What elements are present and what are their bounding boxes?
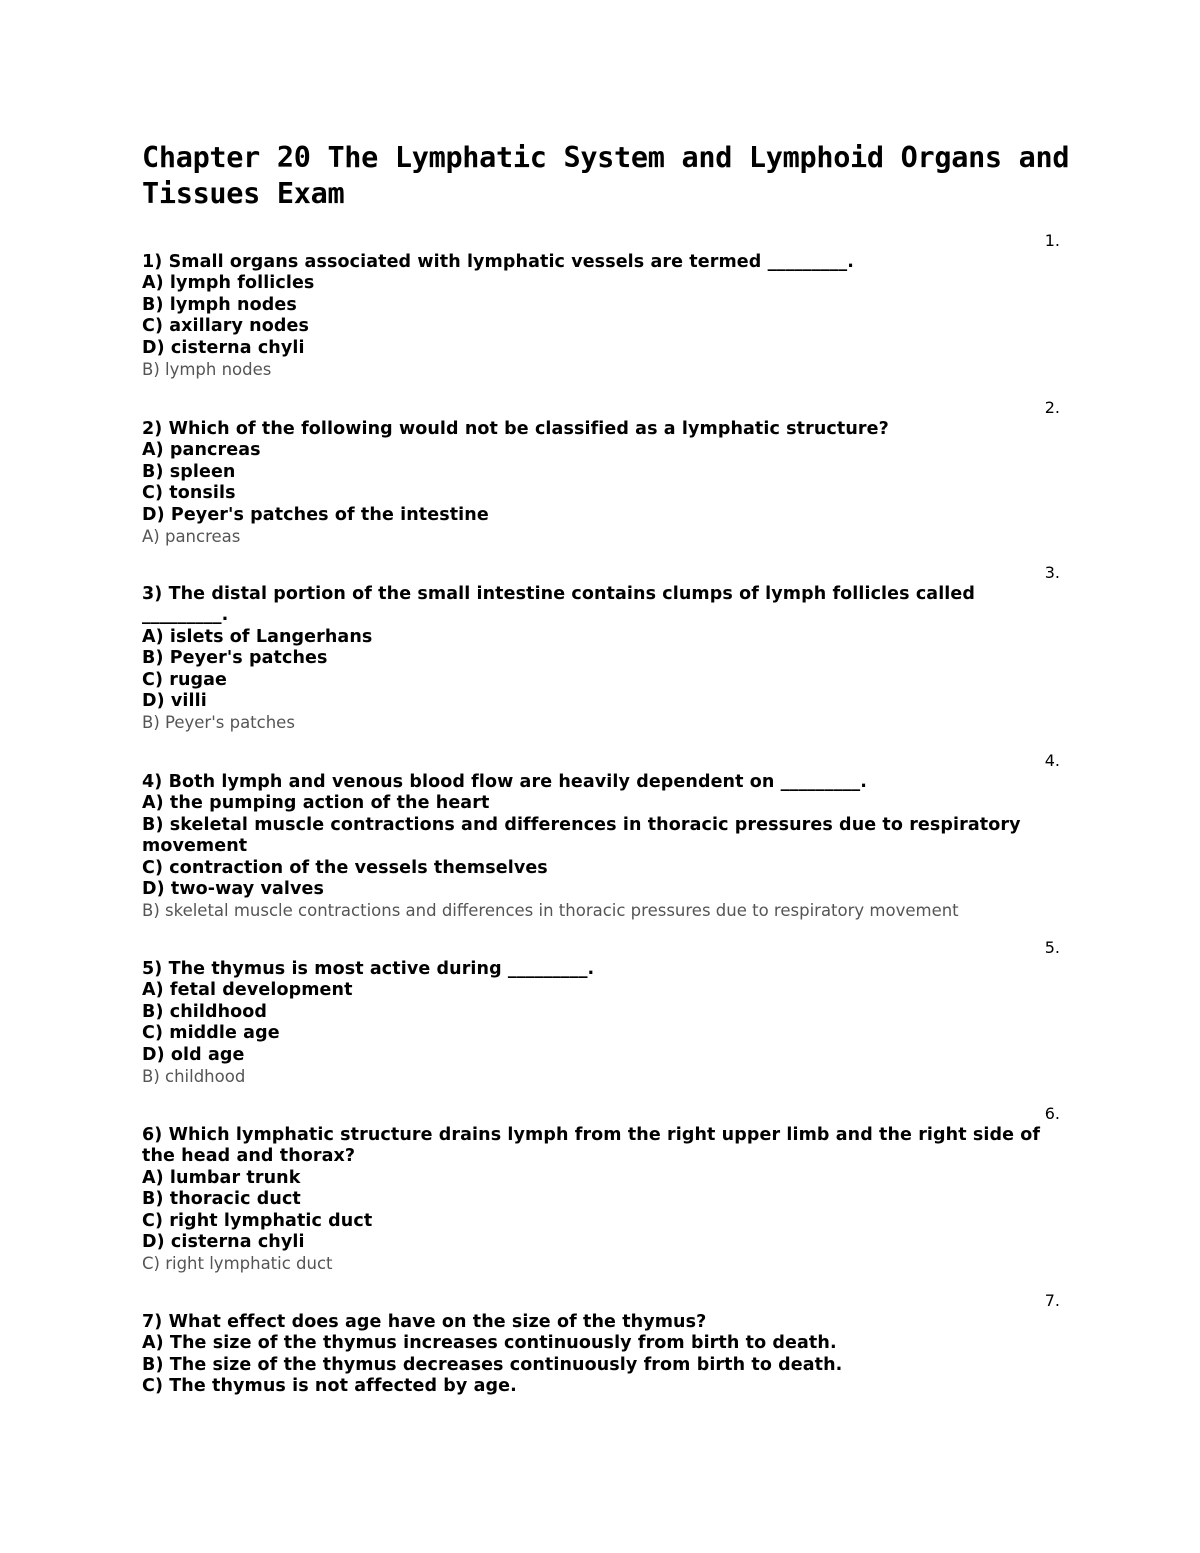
- option-d: D) cisterna chyli: [142, 1232, 305, 1253]
- answer: B) Peyer's patches: [142, 713, 295, 733]
- option-d: D) cisterna chyli: [142, 337, 305, 358]
- page-title: Chapter 20 The Lymphatic System and Lymphoid Organs and Tissues Exam: [142, 141, 1070, 210]
- question-number: 2.: [1044, 398, 1060, 417]
- option-b: B) The size of the thymus decreases continuously from birth to death.: [142, 1354, 843, 1375]
- question-text: 6) Which lymphatic structure drains lymph from the right upper limb and the right side of the head and thorax?: [142, 1125, 1041, 1167]
- question-number: 6.: [1044, 1104, 1060, 1123]
- option-a: A) fetal development: [142, 980, 353, 1001]
- option-b: B) lymph nodes: [142, 294, 297, 315]
- question-2: [142, 397, 1060, 547]
- option-b: B) skeletal muscle contractions and differences in thoracic pressures due to respiratory movement: [142, 814, 1021, 857]
- question-7: [142, 1290, 1060, 1398]
- option-d: D) villi: [142, 691, 207, 712]
- answer: B) lymph nodes: [142, 360, 272, 380]
- option-c: C) The thymus is not affected by age.: [142, 1376, 517, 1397]
- question-text: 1) Small organs associated with lymphatic vessels are termed _________.: [142, 252, 854, 272]
- option-a: A) islets of Langerhans: [142, 626, 373, 647]
- option-a: A) lymph follicles: [142, 273, 315, 294]
- option-d: D) Peyer's patches of the intestine: [142, 504, 489, 525]
- option-b: B) Peyer's patches: [142, 648, 328, 669]
- option-a: A) The size of the thymus increases continuously from birth to death.: [142, 1333, 837, 1354]
- answer: B) childhood: [142, 1067, 246, 1087]
- option-c: C) right lymphatic duct: [142, 1210, 373, 1231]
- question-number: 1.: [1044, 231, 1060, 250]
- question-6: [142, 1103, 1060, 1275]
- question-number: 3.: [1044, 563, 1060, 582]
- option-c: C) rugae: [142, 669, 228, 690]
- option-c: C) tonsils: [142, 483, 236, 504]
- question-text: 5) The thymus is most active during _________.: [142, 959, 595, 979]
- option-c: C) axillary nodes: [142, 316, 309, 337]
- answer: A) pancreas: [142, 527, 241, 547]
- option-a: A) the pumping action of the heart: [142, 793, 490, 814]
- question-text: 4) Both lymph and venous blood flow are heavily dependent on _________.: [142, 772, 868, 792]
- question-number: 7.: [1044, 1291, 1060, 1310]
- option-b: B) spleen: [142, 461, 236, 482]
- question-4: [142, 750, 1060, 922]
- option-d: D) two-way valves: [142, 879, 324, 900]
- option-b: B) childhood: [142, 1001, 268, 1022]
- question-text: 3) The distal portion of the small intestine contains clumps of lymph follicles called _________.: [142, 584, 976, 626]
- question-1: [142, 230, 1060, 380]
- option-c: C) contraction of the vessels themselves: [142, 857, 548, 878]
- question-text: 7) What effect does age have on the size of the thymus?: [142, 1312, 707, 1332]
- question-5: [142, 937, 1060, 1087]
- option-b: B) thoracic duct: [142, 1189, 301, 1210]
- question-number: 5.: [1044, 938, 1060, 957]
- option-a: A) pancreas: [142, 440, 261, 461]
- option-d: D) old age: [142, 1044, 245, 1065]
- question-number: 4.: [1044, 751, 1060, 770]
- question-3: [142, 562, 1060, 734]
- option-c: C) middle age: [142, 1023, 280, 1044]
- answer: C) right lymphatic duct: [142, 1254, 333, 1274]
- answer: B) skeletal muscle contractions and differences in thoracic pressures due to respiratory movement: [142, 901, 959, 921]
- option-a: A) lumbar trunk: [142, 1167, 301, 1188]
- question-text: 2) Which of the following would not be classified as a lymphatic structure?: [142, 419, 889, 439]
